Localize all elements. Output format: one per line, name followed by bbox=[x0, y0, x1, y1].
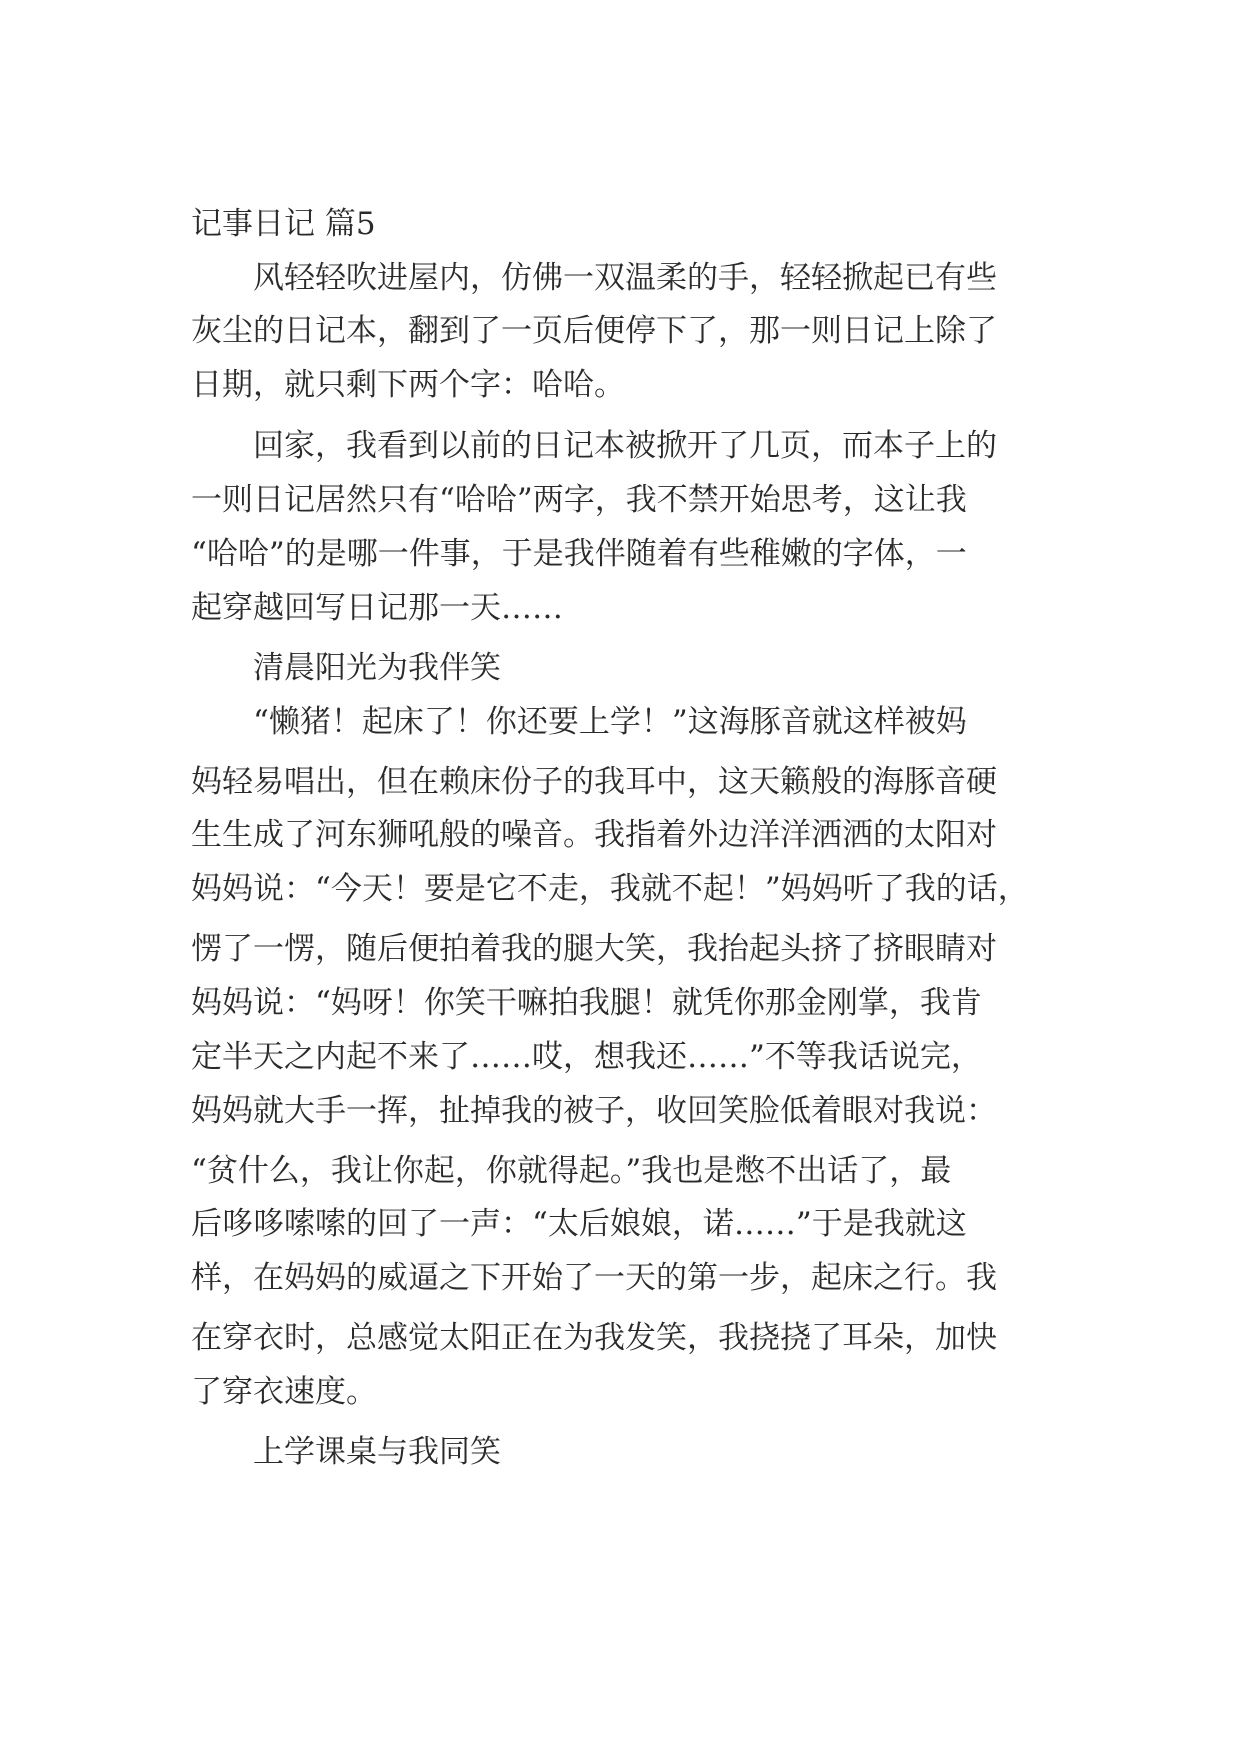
paragraph-3-line-13: 了穿衣速度。 bbox=[191, 1374, 377, 1410]
paragraph-3-line-6: 妈妈说：“妈呀！你笑干嘛拍我腿！就凭你那金刚掌，我肯 bbox=[191, 985, 982, 1021]
paragraph-3-line-9: “贫什么，我让你起，你就得起。”我也是憋不出话了，最 bbox=[191, 1153, 952, 1189]
paragraph-3-line-10: 后哆哆嗦嗦的回了一声：“太后娘娘，诺……”于是我就这 bbox=[191, 1206, 967, 1242]
paragraph-3-line-7: 定半天之内起不来了……哎，想我还……”不等我话说完， bbox=[191, 1039, 982, 1075]
paragraph-1-line-2: 灰尘的日记本，翻到了一页后便停下了，那一则日记上除了 bbox=[191, 313, 997, 349]
paragraph-3-line-4: 妈妈说：“今天！要是它不走，我就不起！”妈妈听了我的话， bbox=[191, 871, 1029, 907]
paragraph-2-line-4: 起穿越回写日记那一天…… bbox=[191, 590, 563, 626]
paragraph-3-line-8: 妈妈就大手一挥，扯掉我的被子，收回笑脸低着眼对我说： bbox=[191, 1093, 997, 1129]
paragraph-3-line-5: 愣了一愣，随后便拍着我的腿大笑，我抬起头挤了挤眼睛对 bbox=[191, 931, 997, 967]
paragraph-2-line-2: 一则日记居然只有“哈哈”两字，我不禁开始思考，这让我 bbox=[191, 482, 967, 518]
paragraph-3-line-1: “懒猪！起床了！你还要上学！”这海豚音就这样被妈 bbox=[253, 704, 967, 740]
paragraph-3-line-12: 在穿衣时，总感觉太阳正在为我发笑，我挠挠了耳朵，加快 bbox=[191, 1320, 997, 1356]
paragraph-1-line-3: 日期，就只剩下两个字：哈哈。 bbox=[191, 367, 625, 403]
paragraph-3-line-3: 生生成了河东狮吼般的噪音。我指着外边洋洋洒洒的太阳对 bbox=[191, 817, 997, 853]
document-title: 记事日记 篇5 bbox=[191, 206, 376, 242]
paragraph-3-line-11: 样，在妈妈的威逼之下开始了一天的第一步，起床之行。我 bbox=[191, 1260, 997, 1296]
paragraph-3-line-2: 妈轻易唱出，但在赖床份子的我耳中，这天籁般的海豚音硬 bbox=[191, 764, 997, 800]
section-heading-morning: 清晨阳光为我伴笑 bbox=[253, 650, 501, 686]
paragraph-2-line-1: 回家，我看到以前的日记本被掀开了几页，而本子上的 bbox=[253, 428, 997, 464]
paragraph-2-line-3: “哈哈”的是哪一件事，于是我伴随着有些稚嫩的字体，一 bbox=[191, 536, 967, 572]
section-heading-school: 上学课桌与我同笑 bbox=[253, 1434, 501, 1470]
paragraph-1-line-1: 风轻轻吹进屋内，仿佛一双温柔的手，轻轻掀起已有些 bbox=[253, 260, 997, 296]
